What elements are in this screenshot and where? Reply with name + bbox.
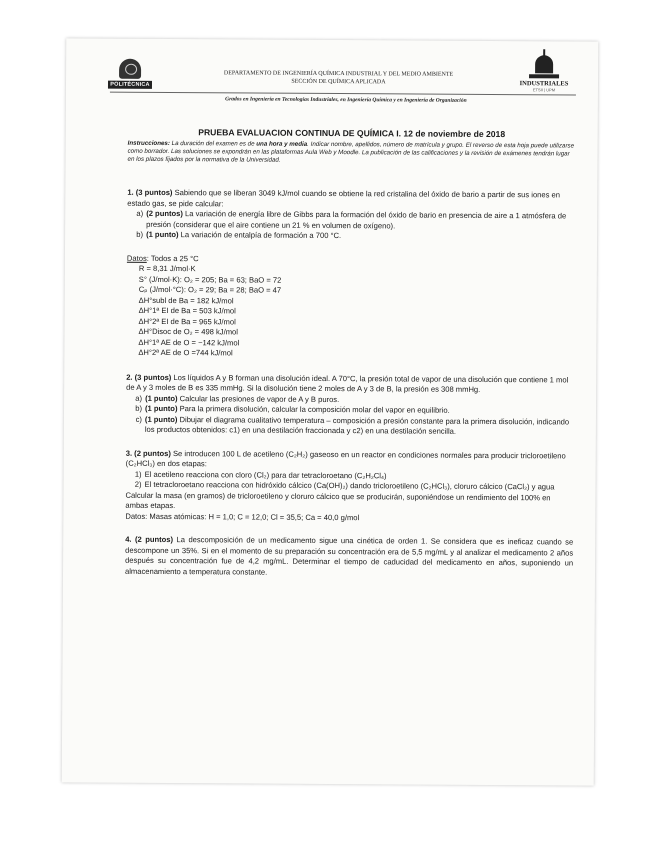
dome-icon [535,55,553,73]
instr-label: Instrucciones: [127,139,170,147]
q3-step-2: 2) El tetracloroetano reacciona con hidróxido cálcico (Ca(OH)₂) dando tricloroetileno (C₂HCl₃), cloruro cálcico (CaCl₂) y agua [134,480,555,492]
logo-right-text: INDUSTRIALES [519,80,569,88]
q2-item-b: b) (1 punto) Para la primera disolución, calcular la composición molar del vapor en equilibrio. [135,404,450,416]
dept-line-2: SECCIÓN DE QUÍMICA APLICADA [291,78,386,86]
q1-text: Sabiendo que se liberan 3049 kJ/mol cuando se obtiene la red cristalina del óxido de bario a partir de sus iones en estado gas, se pide calcular: [127,188,561,209]
q2-item-a: a) (1 punto) Calcular las presiones de vapor de A y B puros. [135,393,340,404]
data-line: R = 8,31 J/mol·K [138,264,196,274]
question-3 [125,449,573,525]
q1-item-b: b) (1 punto) La variación de entalpía de formación a 700 °C. [136,230,342,241]
data-line: ΔH°subl de Ba = 182 kJ/mol [138,295,234,306]
q2-text: Los líquidos A y B forman una disolución ideal. A 70°C, la presión total de vapor de una disolución que contiene 1 mol de A y 3 moles de B es 335 mmHg. Si la disolución tiene 2 moles de A y 3 de B, la presión es 308 mmHg. [126,372,569,395]
upm-logo [108,59,152,89]
question-1 [127,188,575,243]
degrees-line: Grados en Ingeniería en Tecnologías Industriales, en Ingeniería Química y en Ingeniería de Organización [225,96,467,104]
q3-points: 3. (2 puntos) [125,448,171,458]
data-line: ΔH°2ª AE de O =744 kJ/mol [138,348,233,358]
q4-points: 4. (2 puntos) [125,535,174,545]
q2-item-c: c) (1 punto) Dibujar el diagrama cualitativo temperatura – composición a presión constante para la primera disolución, indicando los productos obtenidos: c1) en una destilación fraccionada y c2) en una destilación sencilla. [135,414,570,437]
data-line: ΔH°2ª EI de Ba = 965 kJ/mol [138,316,236,327]
logo-right-sub: ETSII | UPM [532,87,556,93]
data-line: Cₚ (J/mol·°C): O₂ = 29; Ba = 28; BaO = 47 [138,285,282,296]
data-label: Datos [126,253,147,263]
department-header [206,69,471,87]
dept-line-1: DEPARTAMENTO DE INGENIERÍA QUÍMICA INDUSTRIAL Y DEL MEDIO AMBIENTE [223,70,454,78]
question-2 [126,373,574,439]
instructions: Instrucciones: La duración del examen es de una hora y media. Indicar nombre, apellidos, número de matrícula y grupo. El reverso de esta hoja puede utilizarse como borrador. Las soluciones se expondrán en las plataformas Aula Web y Moodle. La publicación de las calificaciones y la revisión de exámenes tendrán lugar en los plazos fijados por la normativa de la Universidad. [127,139,575,164]
data-block: Datos: Todos a 25 °C R = 8,31 J/mol·K S° (J/mol·K): O₂ = 205; Ba = 63; BaO = 72 Cₚ (J/mol·°C): O₂ = 29; Ba = 28; BaO = 47 ΔH°subl de Ba = 182 kJ/mol ΔH°1ª EI de Ba = 503 kJ/mol ΔH°2ª EI de Ba = 965 kJ/mol ΔH°Disoc de O₂ = 498 kJ/mol ΔH°1ª AE de O = −142 kJ/mol ΔH°2ª AE de O =744 kJ/mol [126,254,575,362]
q3-calc: Calcular la masa (en gramos) de tricloroetileno y cloruro cálcico que se producirán, suponiéndose un rendimiento del 100% en ambas etapas. [125,490,551,511]
q1-item-a: a) (2 puntos) La variación de energía libre de Gibbs para la formación del óxido de bario en presencia de aire a 1 atmósfera de presión (considerar que el aire contiene un 21 % en volumen de oxígeno). [136,209,567,231]
data-line: ΔH°1ª EI de Ba = 503 kJ/mol [138,306,236,316]
q3-text: Se introducen 100 L de acetileno (C₂H₂) gaseoso en un reactor en condiciones normales para producir tricloroetileno (C₂HCl₃) en dos etapas: [125,448,566,469]
header-divider [110,92,576,96]
q3-data: Datos: Masas atómicas: H = 1,0; C = 12,0; Cl = 35,5; Ca = 40,0 g/mol [125,511,360,523]
data-line: ΔH°1ª AE de O = −142 kJ/mol [138,337,240,348]
data-line: S° (J/mol·K): O₂ = 205; Ba = 63; BaO = 72 [138,274,282,285]
logo-left-text: POLITÉCNICA [108,81,152,89]
q1-points: 1. (3 puntos) [127,188,173,198]
q4-text: La descomposición de un medicamento sigue una cinética de orden 1. Se considera que es ineficaz cuando se descompone un 35%. Si en el momento de su preparación su concentración era de 5,5 mg/mL y al analizar el medicamento 2 años después su concentración fue de 4,2 mg/mL. Determinar el tiempo de caducidad del medicamento en años, suponiendo un almacenamiento a temperatura constante. [124,535,574,577]
question-4 [125,535,573,580]
exam-sheet [62,38,599,785]
q2-points: 2. (3 puntos) [126,372,172,382]
exam-content [125,127,576,593]
crest-icon [119,59,141,79]
exam-title: PRUEBA EVALUACION CONTINUA DE QUÍMICA I. 12 de noviembre de 2018 [198,127,506,140]
data-line: ΔH°Disoc de O₂ = 498 kJ/mol [138,327,238,337]
industriales-logo [514,55,574,92]
q3-step-1: 1) El acetileno reacciona con cloro (Cl₂) para dar tetracloroetano (C₂H₂Cl₄) [134,469,387,481]
